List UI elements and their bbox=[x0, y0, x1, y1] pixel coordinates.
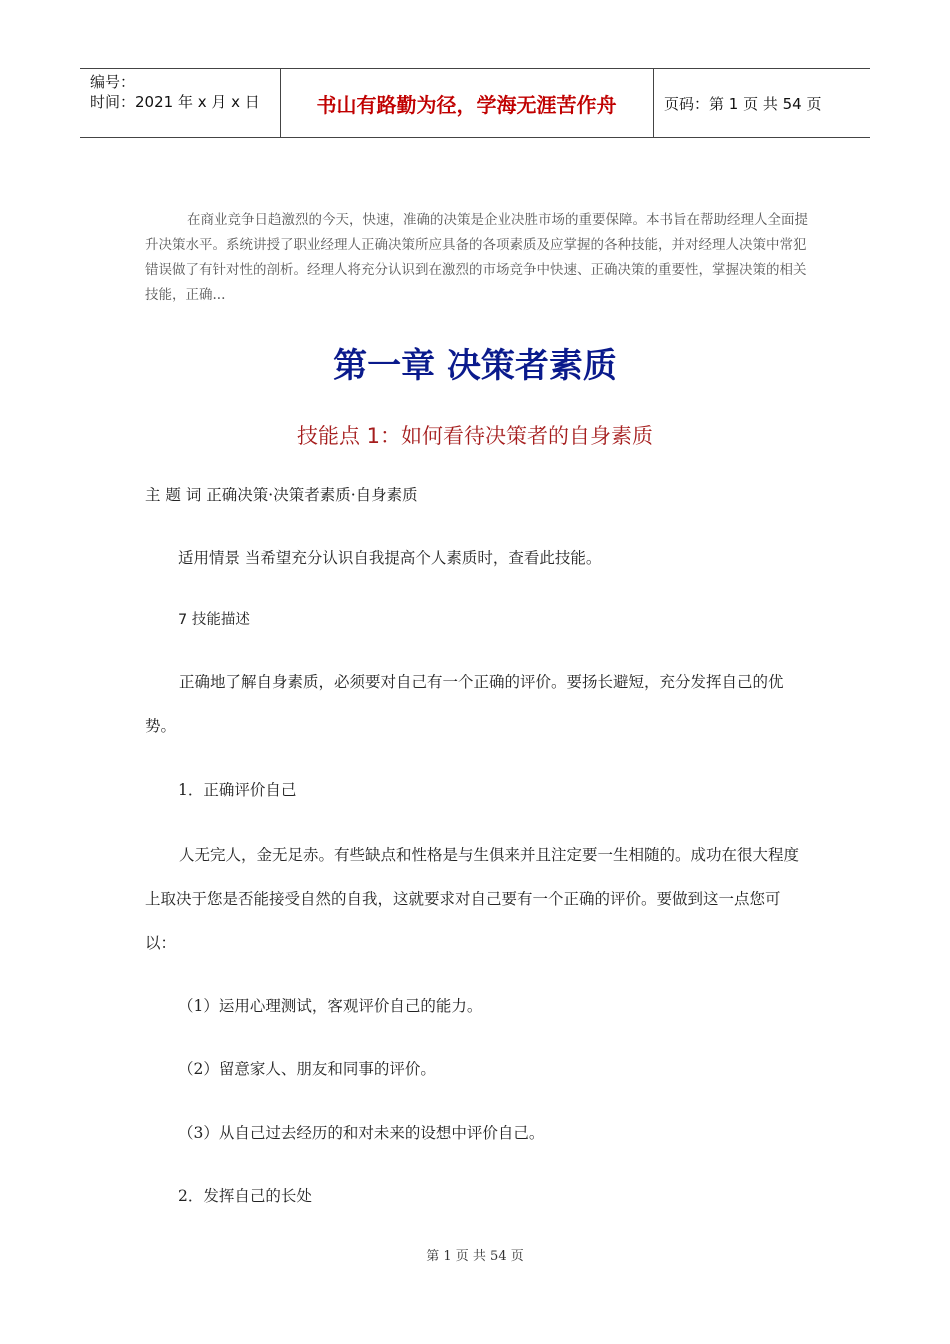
header-meta-cell bbox=[80, 69, 281, 137]
skill-title: 技能点 1：如何看待决策者的自身素质 bbox=[296, 424, 654, 448]
scenario-line: 适用情景 当希望充分认识自我提高个人素质时，查看此技能。 bbox=[178, 549, 602, 567]
chapter-title: 第一章 决策者素质 bbox=[333, 346, 617, 386]
description-heading: 7 技能描述 bbox=[178, 612, 250, 628]
sub-item-3: （3）从自己过去经历的和对未来的设想中评价自己。 bbox=[178, 1124, 545, 1142]
body-paragraph-1: 正确地了解自身素质，必须要对自己有一个正确的评价。要扬长避短，充分发挥自己的优势。 bbox=[145, 673, 784, 735]
header-page-info: 页码：第 1 页 共 54 页 bbox=[664, 94, 822, 113]
header-motto-cell bbox=[280, 69, 654, 137]
sub-item-1: （1）运用心理测试，客观评价自己的能力。 bbox=[178, 997, 483, 1015]
number-label: 编号： bbox=[90, 73, 136, 91]
header-motto: 书山有路勤为径，学海无涯苦作舟 bbox=[316, 92, 617, 117]
body-paragraph-2: 人无完人，金无足赤。有些缺点和性格是与生俱来并且注定要一生相随的。成功在很大程度上取决于您是否能接受自然的自我，这就要求对自己要有一个正确的评价。要做到这一点您可以： bbox=[145, 846, 800, 952]
keywords-line: 主 题 词 正确决策·决策者素质·自身素质 bbox=[145, 486, 418, 504]
item-heading-2: 2．发挥自己的长处 bbox=[178, 1187, 312, 1205]
header-page-cell bbox=[654, 69, 870, 137]
intro-paragraph: 在商业竞争日趋激烈的今天，快速，准确的决策是企业决胜市场的重要保障。本书旨在帮助经理人全面提升决策水平。系统讲授了职业经理人正确决策所应具备的各项素质及应掌握的各种技能，并对经理人决策中常犯错误做了有针对性的剖析。经理人将充分认识到在激烈的市场竞争中快速、正确决策的重要性，掌握决策的相关技能，正确... bbox=[145, 212, 808, 303]
time-label: 时间：2021 年 x 月 x 日 bbox=[90, 93, 260, 111]
sub-item-2: （2）留意家人、朋友和同事的评价。 bbox=[178, 1060, 436, 1078]
item-heading-1: 1．正确评价自己 bbox=[178, 781, 297, 799]
page-footer: 第 1 页 共 54 页 bbox=[426, 1249, 524, 1264]
document-header bbox=[80, 68, 870, 138]
